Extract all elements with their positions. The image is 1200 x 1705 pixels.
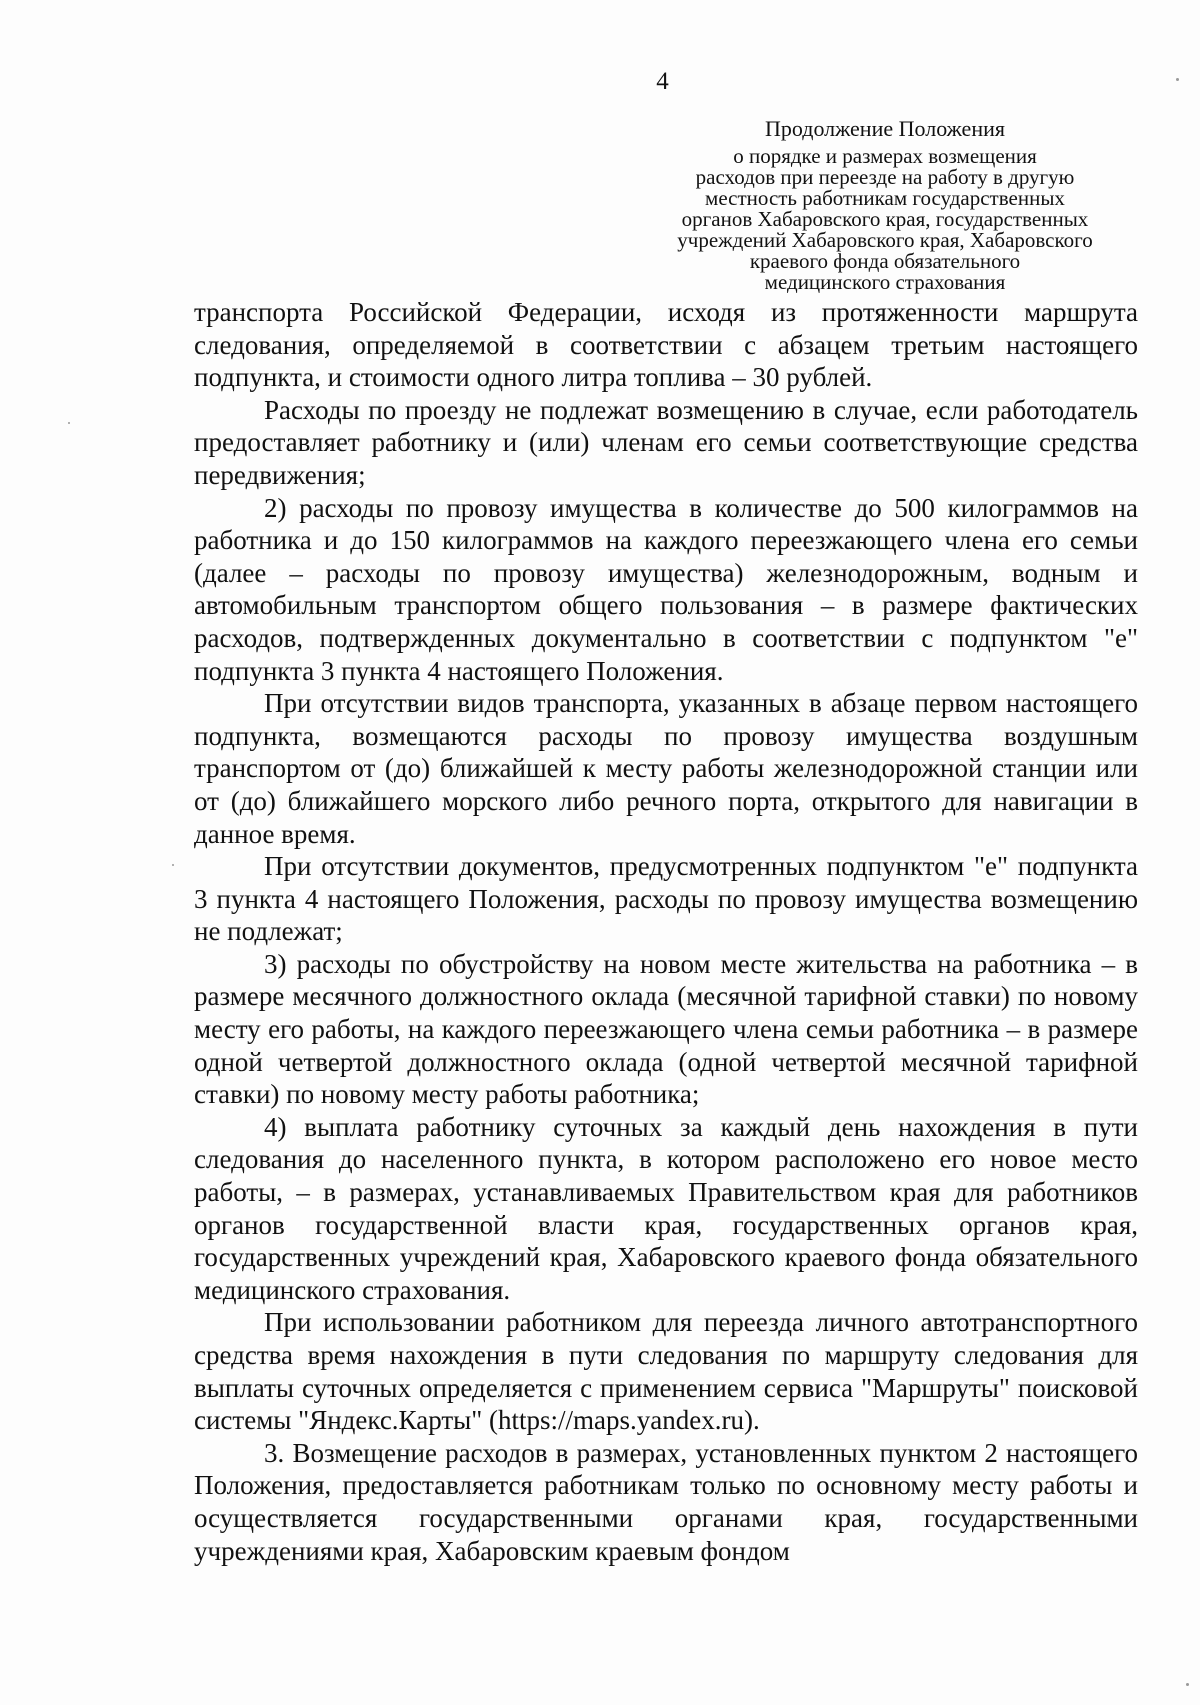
scan-speck: [68, 422, 70, 424]
paragraph: При отсутствии документов, предусмотренных подпунктом "е" подпункта 3 пункта 4 настоящего Положения, расходы по провозу имущества возмещению не подлежат;: [194, 851, 1138, 947]
scan-speck: [172, 864, 174, 866]
header-line: учреждений Хабаровского края, Хабаровского: [677, 228, 1093, 252]
scan-speck: [1176, 78, 1179, 81]
header-line: расходов при переезде на работу в другую: [695, 165, 1075, 189]
paragraph: Расходы по проезду не подлежат возмещению в случае, если работодатель предоставляет работнику и (или) членам его семьи соответствующие средства передвижения;: [194, 394, 1138, 490]
paragraph: 2) расходы по провозу имущества в количестве до 500 килограммов на работника и до 150 килограммов на каждого переезжающего члена его семьи (далее – расходы по провозу имущества) железнодорожным, водным и автомобильным транспортом общего пользования – в размере фактических расходов, подтвержденных документально в соответствии с подпунктом "е" подпункта 3 пункта 4 настоящего Положения.: [194, 492, 1138, 686]
document-header: [640, 114, 1130, 293]
document-body: [194, 296, 1138, 1567]
header-line: местность работникам государственных: [705, 186, 1065, 210]
paragraph: 3) расходы по обустройству на новом месте жительства на работника – в размере месячного должностного оклада (месячной тарифной ставки) по новому месту его работы, на каждого переезжающего члена семьи работника – в размере одной четвертой должностного оклада (одной четвертой месячной тарифной ставки) по новому месту работы работника;: [194, 948, 1138, 1110]
header-line: медицинского страхования: [764, 270, 1006, 294]
paragraph: транспорта Российской Федерации, исходя из протяженности маршрута следования, определяемой в соответствии с абзацем третьим настоящего подпункта, и стоимости одного литра топлива – 30 рублей.: [194, 297, 1138, 393]
paragraph: При отсутствии видов транспорта, указанных в абзаце первом настоящего подпункта, возмещаются расходы по провозу имущества воздушным транспортом от (до) ближайшей к месту работы железнодорожной станции или от (до) ближайшего морского либо речного порта, открытого для навигации в данное время.: [194, 688, 1138, 849]
header-title: Продолжение Положения: [765, 116, 1005, 141]
paragraph: 4) выплата работнику суточных за каждый день нахождения в пути следования до населенного пункта, в котором расположено его новое место работы, – в размерах, устанавливаемых Правительством края для работников органов государственной власти края, государственных органов края, государственных учреждений края, Хабаровского краевого фонда обязательного медицинского страхования.: [194, 1111, 1138, 1305]
paragraph: 3. Возмещение расходов в размерах, установленных пунктом 2 настоящего Положения, предоставляется работникам только по основному месту работы и осуществляется государственными органами края, государственными учреждениями края, Хабаровским краевым фондом: [194, 1437, 1138, 1566]
header-line: органов Хабаровского края, государственных: [681, 207, 1089, 231]
header-line: краевого фонда обязательного: [749, 249, 1021, 273]
page-number: 4: [656, 68, 669, 95]
paragraph: При использовании работником для переезда личного автотранспортного средства время нахождения в пути следования по маршруту следования для выплаты суточных определяется с применением сервиса "Маршруты" поисковой системы "Яндекс.Карты" (https://maps.yandex.ru).: [194, 1307, 1138, 1436]
header-line: о порядке и размерах возмещения: [733, 144, 1037, 168]
scan-speck: [1186, 1683, 1189, 1686]
